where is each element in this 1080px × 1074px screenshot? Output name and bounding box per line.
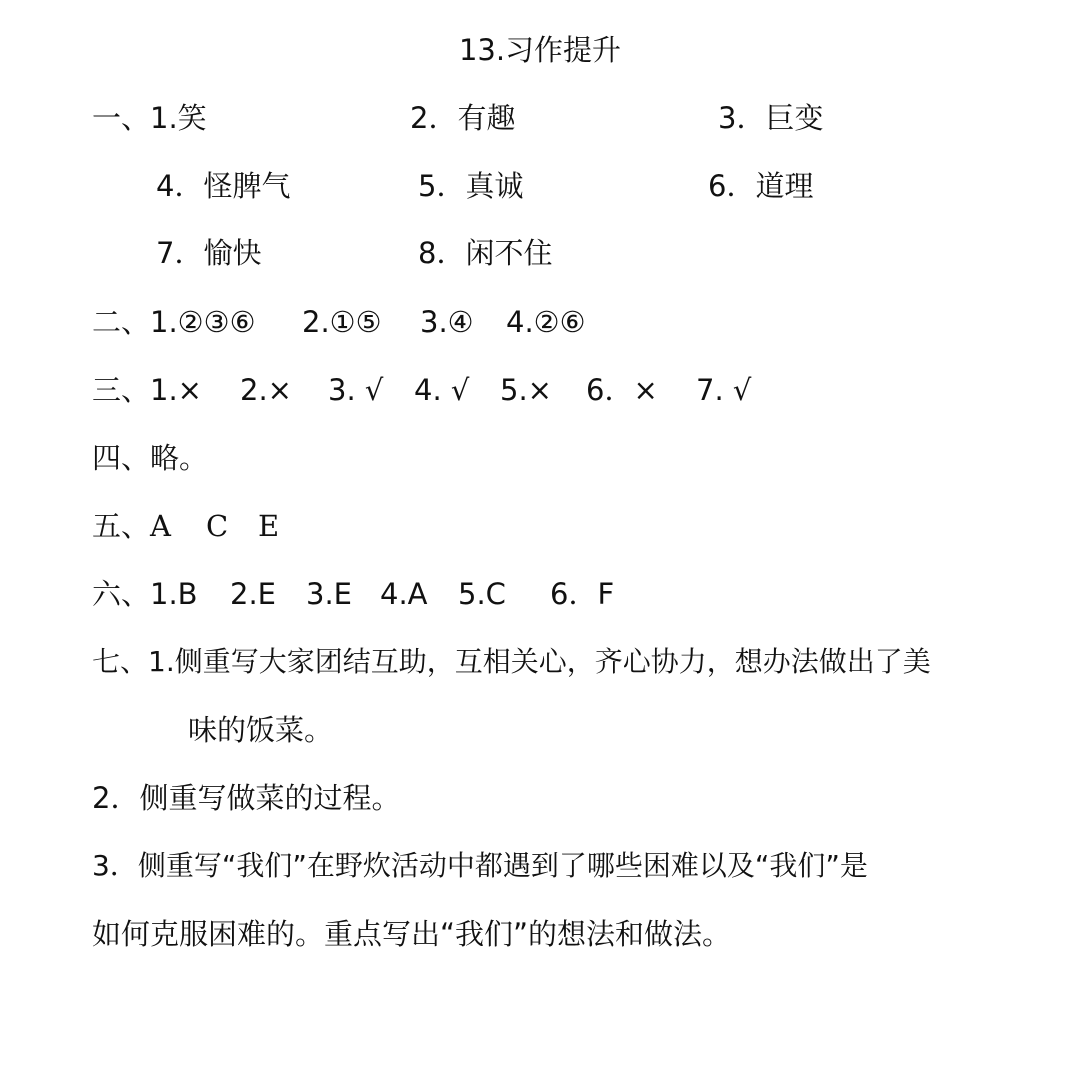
answer-6-5: 5.C — [458, 577, 506, 611]
answer-7-3a: 3．侧重写“我们”在野炊活动中都遇到了哪些困难以及“我们”是 — [92, 849, 868, 882]
answer-2-2: 2.①⑤ — [302, 305, 382, 339]
answer-5-3: E — [258, 509, 280, 543]
answer-5-1: 五、A — [92, 509, 171, 543]
answer-1-1: 一、1.笑 — [92, 101, 207, 135]
answer-1-8: 8．闲不住 — [418, 236, 553, 270]
answer-7-1b: 味的饭菜。 — [188, 713, 334, 747]
answer-1-2: 2．有趣 — [410, 101, 516, 135]
answer-6-3: 3.E — [306, 577, 352, 611]
answer-7-3b: 如何克服困难的。重点写出“我们”的想法和做法。 — [92, 917, 732, 951]
answer-3-3: 3. √ — [328, 373, 384, 407]
answer-3-4: 4. √ — [414, 373, 470, 407]
answer-6-4: 4.A — [380, 577, 428, 611]
answer-3-7: 7. √ — [696, 373, 752, 407]
answer-7-1a: 七、1.侧重写大家团结互助，互相关心，齐心协力，想办法做出了美 — [92, 645, 931, 678]
answer-4: 四、略。 — [92, 441, 209, 475]
answer-1-6: 6．道理 — [708, 169, 814, 203]
answer-2-4: 4.②⑥ — [506, 305, 586, 339]
answer-1-5: 5．真诚 — [418, 169, 524, 203]
answer-6-2: 2.E — [230, 577, 276, 611]
answer-1-7: 7．愉快 — [156, 236, 262, 270]
page-title: 13.习作提升 — [458, 33, 622, 67]
answer-3-6: 6．× — [586, 373, 658, 407]
answer-5-2: C — [206, 509, 229, 543]
answer-3-2: 2.× — [240, 373, 292, 407]
answer-3-5: 5.× — [500, 373, 552, 407]
answer-2-3: 3.④ — [420, 305, 474, 339]
answer-7-2: 2．侧重写做菜的过程。 — [92, 781, 401, 815]
answer-6-6: 6．F — [550, 577, 615, 611]
answer-1-4: 4．怪脾气 — [156, 169, 291, 203]
answer-1-3: 3．巨变 — [718, 101, 824, 135]
answer-3-1: 三、1.× — [92, 373, 202, 407]
answer-2-1: 二、1.②③⑥ — [92, 305, 256, 339]
answer-6-1: 六、1.B — [92, 577, 198, 611]
